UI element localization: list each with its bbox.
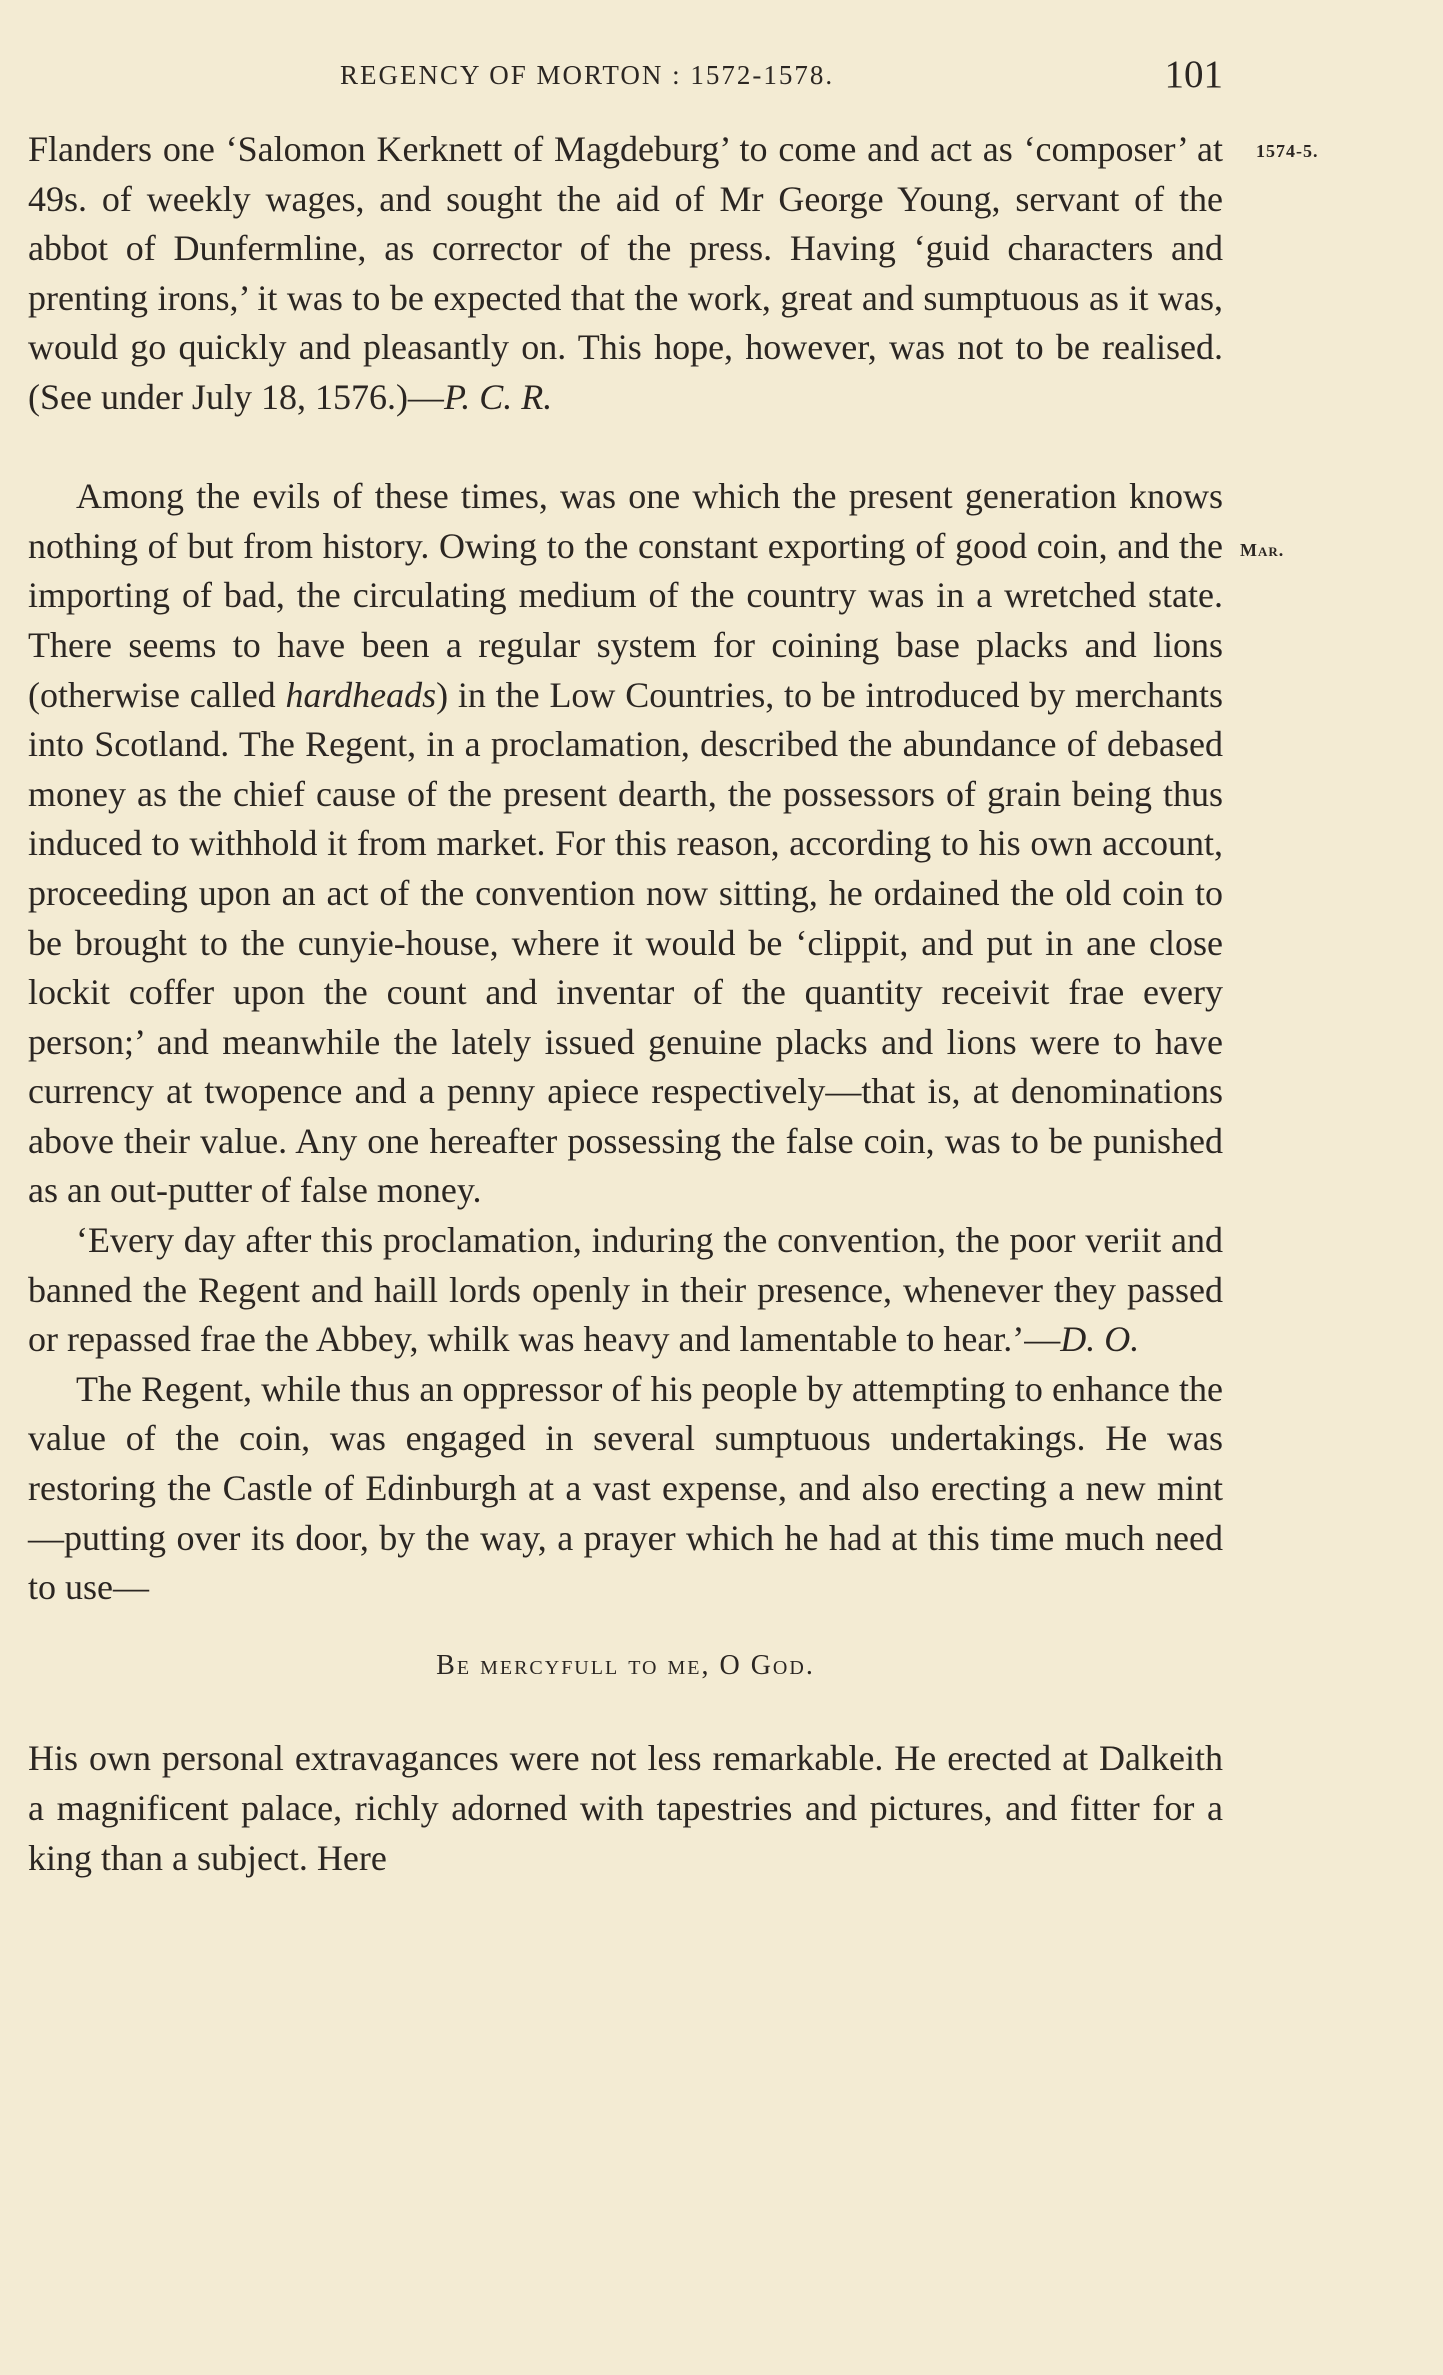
page-number: 101 [1164,53,1223,96]
running-title: REGENCY OF MORTON : 1572-1578. [340,60,835,90]
page-header [28,52,1223,102]
paragraph-4: The Regent, while thus an oppressor of his people by attempting to enhance the value of the coin, was engaged in several sumptuous undertakings. He was restoring the Castle of Edinburgh at a vast expense, and also erecting a new mint—putting over its door, by the way, a prayer which he had at this time much need to use— [28,1368,1223,1608]
margin-note-month: Mar. [1240,540,1285,560]
paragraph-1-text: Flanders one ‘Salomon Kerknett of Magdeburg’ to come and act as ‘composer’ at 49s. of weekly wages, and sought the aid of Mr George Young, servant of the abbot of Dunfermline, as corrector of the press. Having ‘guid characters and prenting irons,’ it was to be expected that the work, great and sumptuous as it was, would go quickly and pleasantly on. This hope, however, was not to be realised. (See under July 18, 1576.)— [28,129,1223,417]
body-text [28,125,1223,1883]
source-signature-do: D. O. [1060,1319,1140,1360]
paragraph-2-text-b: ) in the Low Countries, to be introduced by merchants into Scotland. The Regent, in a proclamation, described the abundance of debased money as the chief cause of the present dearth, the possessors of grain being thus induced to withhold it from market. For this reason, according to his own account, proceeding upon an act of the convention now sitting, he ordained the old coin to be brought to the cunyie-house, where it would be ‘clippit, and put in ane close lockit coffer upon the count and inventar of the quantity receivit frae every person;’ and meanwhile the lately issued genuine placks and lions were to have currency at twopence and a penny apiece respectively—that is, at denominations above their value. Any one hereafter possessing the false coin, was to be punished as an out-putter of false money. [28,674,1223,1211]
paragraph-1 [28,125,1223,423]
paragraph-3 [28,1216,1223,1365]
italic-term: hardheads [285,674,437,715]
paragraph-2-text-a: Among the evils of these times, was one which the present generation knows nothing of but from history. Owing to the constant exporting of good coin, and the importing of bad, the circulating medium of the country was in a wretched state. There seems to have been a regular system for coining base placks and lions (otherwise called [28,476,1223,715]
paragraph-5: His own personal extravagances were not less remarkable. He erected at Dalkeith a magnificent palace, richly adorned with tapestries and pictures, and fitter for a king than a subject. Here [28,1738,1223,1878]
source-signature-pcr: P. C. R. [443,376,553,417]
paragraph-3-text: ‘Every day after this proclamation, induring the convention, the poor veriit and banned the Regent and haill lords openly in their presence, whenever they passed or repassed frae the Abbey, whilk was heavy and lamentable to hear.’— [28,1220,1223,1360]
paragraph-2 [28,472,1223,1216]
motto: Be mercyfull to me, O God. [436,1649,815,1681]
margin-note-year: 1574-5. [1256,141,1319,161]
